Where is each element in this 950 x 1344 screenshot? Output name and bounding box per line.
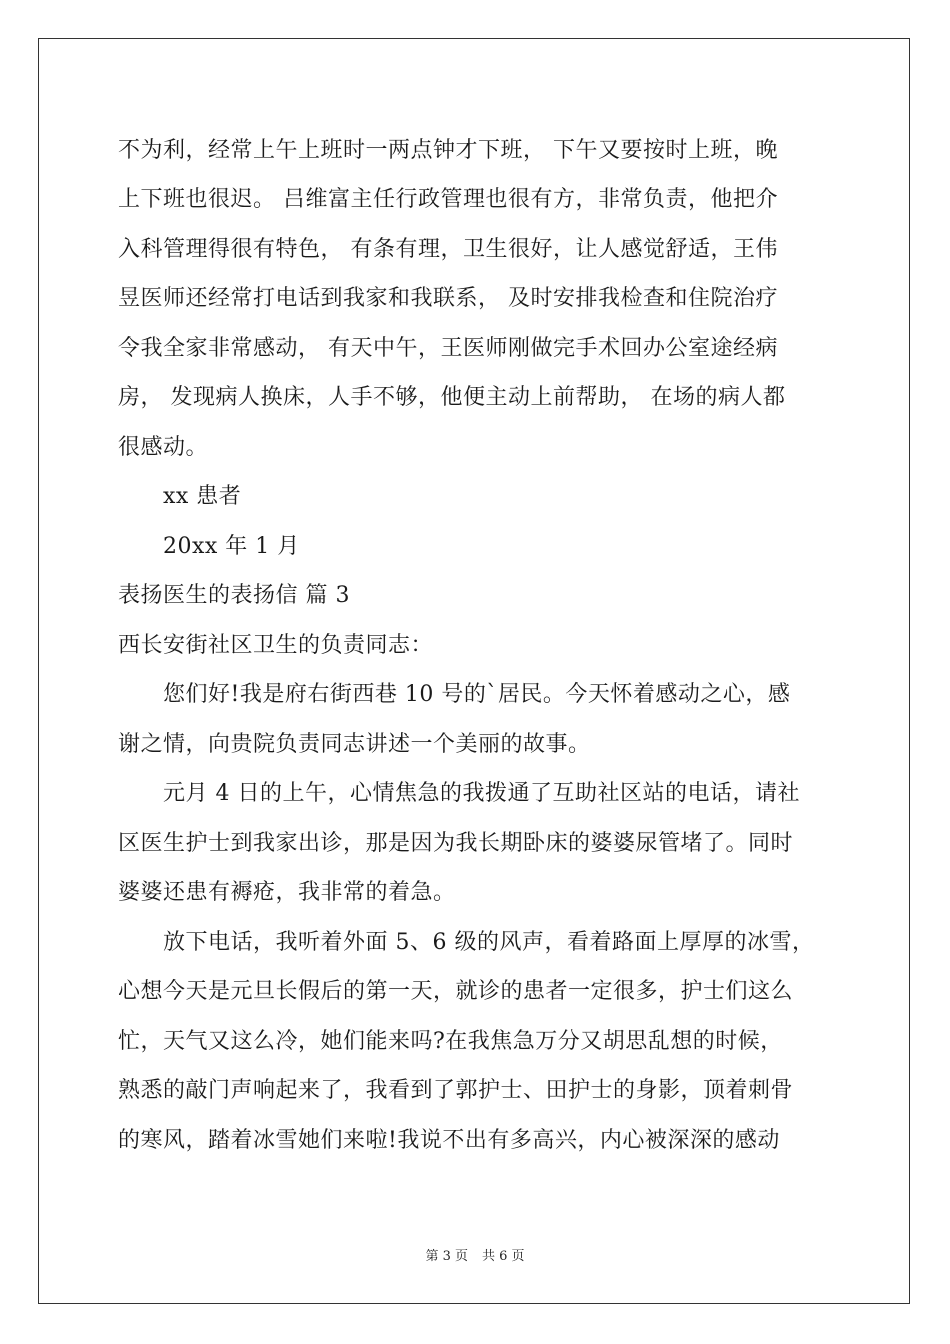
text-line: 您们好!我是府右街西巷 10 号的`居民。今天怀着感动之心，感: [163, 682, 791, 707]
text-line: 婆婆还患有褥疮，我非常的着急。: [118, 880, 456, 905]
text-line: 区医生护士到我家出诊，那是因为我长期卧床的婆婆尿管堵了。同时: [118, 831, 794, 856]
text-line: 的寒风，踏着冰雪她们来啦!我说不出有多高兴，内心被深深的感动: [118, 1128, 780, 1153]
text-line: 心想今天是元旦长假后的第一天，就诊的患者一定很多，护士们这么: [118, 979, 794, 1004]
page-footer: [0, 1248, 950, 1266]
text-line: 谢之情，向贵院负责同志讲述一个美丽的故事。: [118, 732, 591, 757]
text-line: 上下班也很迟。 吕维富主任行政管理也很有方，非常负责，他把介: [118, 187, 778, 212]
page-border: [38, 38, 910, 1304]
page-number: 第 3 页: [425, 1249, 468, 1264]
text-line: 房， 发现病人换床，人手不够，他便主动上前帮助， 在场的病人都: [118, 385, 786, 410]
text-line: 昱医师还经常打电话到我家和我联系， 及时安排我检查和住院治疗: [118, 286, 778, 311]
page-total: 共 6 页: [482, 1249, 525, 1264]
salutation: 西长安街社区卫生的负责同志：: [118, 633, 434, 658]
text-line: 元月 4 日的上午，心情焦急的我拨通了互助社区站的电话，请社: [163, 781, 800, 806]
text-line: 放下电话，我听着外面 5、6 级的风声，看着路面上厚厚的冰雪，: [163, 930, 815, 955]
text-line: 令我全家非常感动， 有天中午，王医师刚做完手术回办公室途经病: [118, 336, 778, 361]
signature-name: xx 患者: [163, 484, 242, 509]
text-line: 很感动。: [118, 435, 209, 460]
text-line: 熟悉的敲门声响起来了，我看到了郭护士、田护士的身影，顶着刺骨: [118, 1078, 794, 1103]
text-line: 忙，天气又这么冷，她们能来吗?在我焦急万分又胡思乱想的时候，: [118, 1029, 783, 1054]
section-heading: 表扬医生的表扬信 篇 3: [118, 583, 350, 608]
text-line: 不为利，经常上午上班时一两点钟才下班， 下午又要按时上班，晚: [118, 138, 778, 163]
signature-date: 20xx 年 1 月: [163, 534, 300, 559]
text-line: 入科管理得很有特色， 有条有理，卫生很好，让人感觉舒适，王伟: [118, 237, 778, 262]
